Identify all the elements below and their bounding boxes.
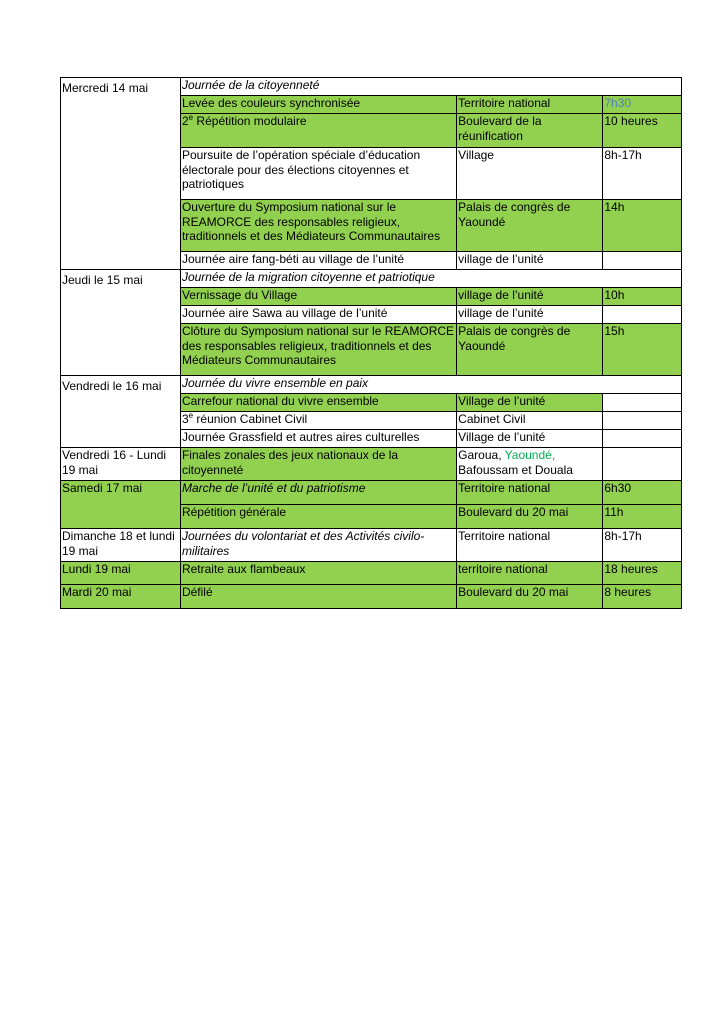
time-cell: 8 heures (603, 585, 682, 609)
place-text: Bafoussam et Douala (458, 462, 573, 477)
day-cell: Vendredi 16 - Lundi 19 mai (61, 448, 181, 481)
place-text: Garoua, (458, 448, 505, 462)
activity-cell: Journée aire Sawa au village de l’unité (180, 306, 456, 324)
day-cell: Dimanche 18 et lundi 19 mai (61, 529, 181, 562)
table-row (61, 448, 682, 481)
activity-cell: Journées du volontariat et des Activités civilo-militaires (180, 529, 456, 562)
place-cell: territoire national (457, 562, 603, 585)
place-cell: Palais de congrès de Yaoundé (457, 200, 603, 252)
place-cell: Territoire national (457, 529, 603, 562)
table-row (61, 270, 682, 288)
day-cell: Samedi 17 mai (61, 481, 181, 529)
time-cell: 18 heures (603, 562, 682, 585)
place-cell: village de l’unité (457, 306, 603, 324)
time-cell (603, 448, 682, 481)
activity-cell: Journée aire fang-béti au village de l’unité (180, 252, 456, 270)
activity-cell: Clôture du Symposium national sur le REAMORCE des responsables religieux, traditionnels et des Médiateurs Communautaires (180, 324, 456, 376)
time-cell: 10h (603, 288, 682, 306)
table-row (61, 376, 682, 394)
time-cell: 11h (603, 505, 682, 529)
place-cell: Boulevard de la réunification (457, 114, 603, 148)
place-highlight: Yaoundé, (504, 448, 556, 462)
place-cell: Boulevard du 20 mai (457, 505, 603, 529)
activity-cell: Vernissage du Village (180, 288, 456, 306)
time-cell (603, 412, 682, 430)
activity-cell (180, 114, 456, 148)
time-cell: 8h-17h (603, 148, 682, 200)
place-cell: Palais de congrès de Yaoundé (457, 324, 603, 376)
place-cell: Territoire national (457, 481, 603, 505)
time-cell (603, 252, 682, 270)
activity-cell: Journée Grassfield et autres aires culturelles (180, 430, 456, 448)
time-cell (603, 430, 682, 448)
ordinal-suffix: e (188, 411, 194, 420)
section-title: Journée du vivre ensemble en paix (180, 376, 681, 394)
activity-cell: Défilé (180, 585, 456, 609)
activity-cell: Marche de l’unité et du patriotisme (180, 481, 456, 505)
activity-cell: Carrefour national du vivre ensemble (180, 394, 456, 412)
table-row (61, 78, 682, 96)
time-cell: 15h (603, 324, 682, 376)
place-cell: Territoire national (457, 96, 603, 114)
place-cell: village de l’unité (457, 252, 603, 270)
time-cell: 14h (603, 200, 682, 252)
time-cell (603, 394, 682, 412)
time-cell: 7h30 (603, 96, 682, 114)
place-cell: Village (457, 148, 603, 200)
day-cell: Jeudi le 15 mai (61, 270, 181, 376)
section-title: Journée de la citoyenneté (180, 78, 681, 96)
table-row (61, 481, 682, 505)
activity-cell: Poursuite de l’opération spéciale d’éducation électorale pour des élections citoyennes et patriotiques (180, 148, 456, 200)
section-title: Journée de la migration citoyenne et patriotique (180, 270, 681, 288)
time-cell: 6h30 (603, 481, 682, 505)
time-cell: 10 heures (603, 114, 682, 148)
programme-table (60, 77, 682, 609)
activity-text: réunion Cabinet Civil (193, 412, 308, 426)
activity-cell: Retraite aux flambeaux (180, 562, 456, 585)
activity-cell: Levée des couleurs synchronisée (180, 96, 456, 114)
table-row (61, 562, 682, 585)
place-cell: village de l’unité (457, 288, 603, 306)
day-cell: Lundi 19 mai (61, 562, 181, 585)
place-cell: Village de l’unité (457, 430, 603, 448)
day-cell: Mardi 20 mai (61, 585, 181, 609)
ordinal-number: 2 (181, 114, 189, 128)
ordinal-number: 3 (181, 412, 189, 426)
place-cell (457, 448, 603, 481)
activity-cell: Finales zonales des jeux nationaux de la citoyenneté (180, 448, 456, 481)
time-cell: 8h-17h (603, 529, 682, 562)
time-cell (603, 306, 682, 324)
day-cell: Mercredi 14 mai (61, 78, 181, 270)
place-cell: Village de l’unité (457, 394, 603, 412)
table-row (61, 529, 682, 562)
ordinal-suffix: e (188, 113, 194, 122)
activity-cell: Répétition générale (180, 505, 456, 529)
day-cell: Vendredi le 16 mai (61, 376, 181, 448)
table-row (61, 585, 682, 609)
activity-text: Répétition modulaire (193, 114, 307, 128)
place-cell: Cabinet Civil (457, 412, 603, 430)
activity-cell (180, 412, 456, 430)
activity-cell: Ouverture du Symposium national sur le REAMORCE des responsables religieux, traditionnels et des Médiateurs Communautaires (180, 200, 456, 252)
place-cell: Boulevard du 20 mai (457, 585, 603, 609)
